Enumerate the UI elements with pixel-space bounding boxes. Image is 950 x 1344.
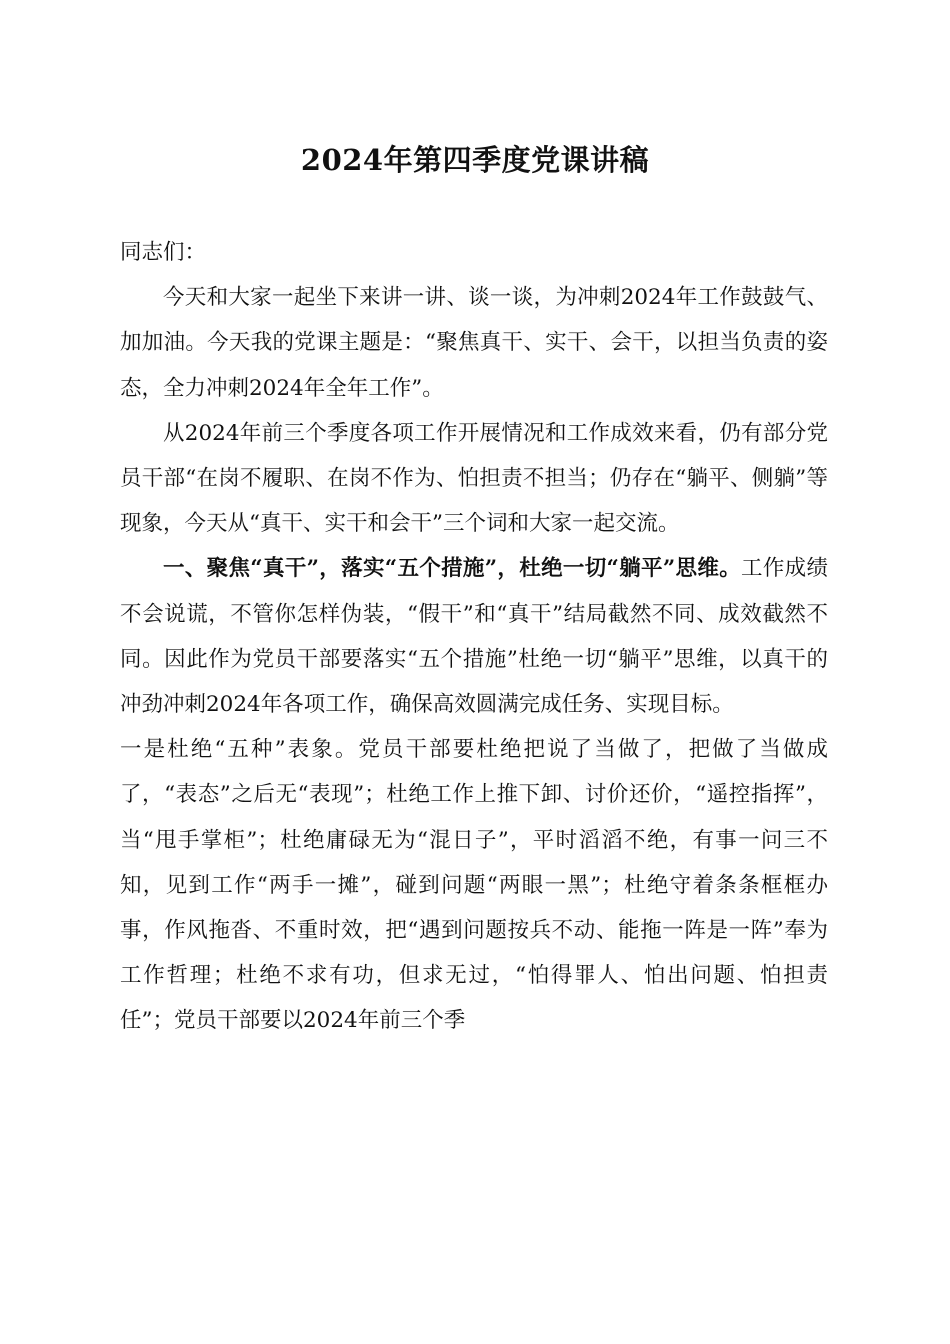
paragraph-intro: 今天和大家一起坐下来讲一讲、谈一谈，为冲刺2024年工作鼓鼓气、加加油。今天我的党课主题是：“聚焦真干、实干、会干，以担当负责的姿态，全力冲刺2024年全年工作”。 [120, 285, 828, 401]
section-1-paragraph [120, 546, 828, 727]
document-body [120, 230, 828, 1044]
salutation: 同志们： [120, 240, 207, 265]
section-1-heading: 一、聚焦“真干”，落实“五个措施”，杜绝一切“躺平”思维。 [163, 556, 742, 582]
document-title: 2024年第四季度党课讲稿 [300, 143, 650, 177]
paragraph-situation: 从2024年前三个季度各项工作开展情况和工作成效来看，仍有部分党员干部“在岗不履职、在岗不作为、怕担责不担当；仍存在“躺平、侧躺”等现象，今天从“真干、实干和会干”三个词和大家一起交流。 [120, 420, 828, 537]
section-1-text: 工作成绩不会说谎，不管你怎样伪装，“假干”和“真干”结局截然不同、成效截然不同。因此作为党员干部要落实“五个措施”杜绝一切“躺平”思维，以真干的冲劲冲刺2024年各项工作，确保高效圆满完成任务、实现目标。 [120, 556, 828, 718]
section-1-continuation: 一是杜绝“五种”表象。党员干部要杜绝把说了当做了，把做了当做成了，“表态”之后无“表现”；杜绝工作上推下卸、讨价还价，“遥控指挥”，当“甩手掌柜”；杜绝庸碌无为“混日子”，平时滔滔不绝，有事一问三不知，见到工作“两手一摊”，碰到问题“两眼一黑”；杜绝守着条条框框办事，作风拖沓、不重时效，把“遇到问题按兵不动、能拖一阵是一阵”奉为工作哲理；杜绝不求有功，但求无过，“怕得罪人、怕出问题、怕担责任”；党员干部要以2024年前三个季 [120, 737, 828, 1034]
